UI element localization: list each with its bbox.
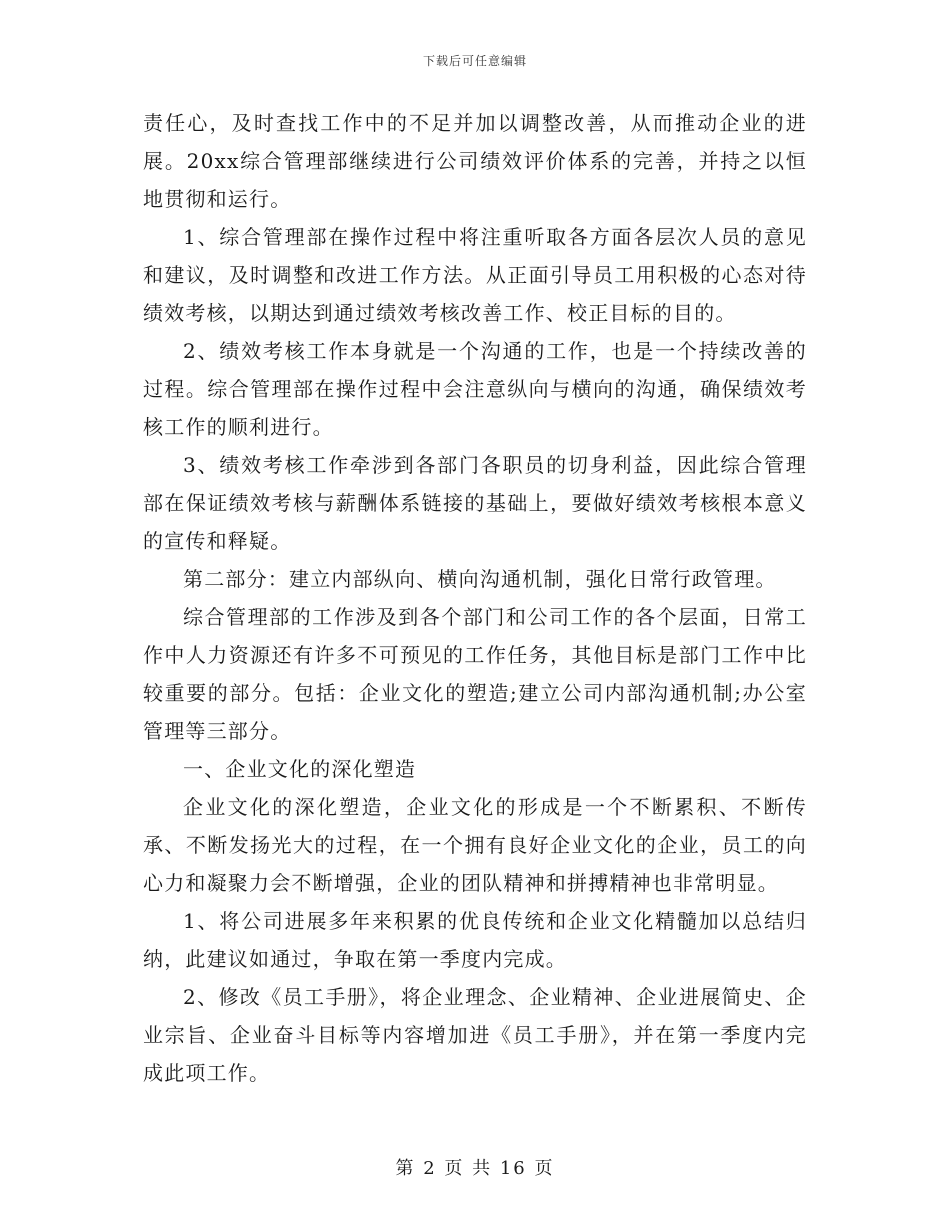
paragraph-8: 企业文化的深化塑造，企业文化的形成是一个不断累积、不断传承、不断发扬光大的过程，在一个拥有良好企业文化的企业，员工的向心力和凝聚力会不断增强，企业的团队精神和拼搏精神也非常明显。: [143, 795, 807, 895]
page-number-footer: 第 2 页 共 16 页: [395, 1158, 555, 1179]
section-heading-culture: 一、企业文化的深化塑造: [183, 757, 417, 781]
paragraph-1: 责任心，及时查找工作中的不足并加以调整改善，从而推动企业的进展。20xx综合管理部继续进行公司绩效评价体系的完善，并持之以恒地贯彻和运行。: [143, 111, 807, 211]
paragraph-6: 综合管理部的工作涉及到各个部门和公司工作的各个层面，日常工作中人力资源还有许多不可预见的工作任务，其他目标是部门工作中比较重要的部分。包括：企业文化的塑造;建立公司内部沟通机制;办公室管理等三部分。: [143, 605, 807, 743]
paragraph-3: 2、绩效考核工作本身就是一个沟通的工作，也是一个持续改善的过程。综合管理部在操作过程中会注意纵向与横向的沟通，确保绩效考核工作的顺利进行。: [143, 339, 807, 439]
paragraph-2: 1、综合管理部在操作过程中将注重听取各方面各层次人员的意见和建议，及时调整和改进工作方法。从正面引导员工用积极的心态对待绩效考核，以期达到通过绩效考核改善工作、校正目标的目的。: [143, 225, 807, 325]
page-header: 下载后可任意编辑: [422, 54, 527, 68]
paragraph-10: 2、修改《员工手册》，将企业理念、企业精神、企业进展简史、企业宗旨、企业奋斗目标等内容增加进《员工手册》，并在第一季度内完成此项工作。: [143, 985, 807, 1085]
document-body: [143, 104, 807, 1092]
section-heading-part-two: 第二部分：建立内部纵向、横向沟通机制，强化日常行政管理。: [183, 567, 777, 591]
paragraph-4: 3、绩效考核工作牵涉到各部门各职员的切身利益，因此综合管理部在保证绩效考核与薪酬体系链接的基础上，要做好绩效考核根本意义的宣传和释疑。: [143, 453, 807, 553]
paragraph-9: 1、将公司进展多年来积累的优良传统和企业文化精髓加以总结归纳，此建议如通过，争取在第一季度内完成。: [143, 909, 807, 971]
